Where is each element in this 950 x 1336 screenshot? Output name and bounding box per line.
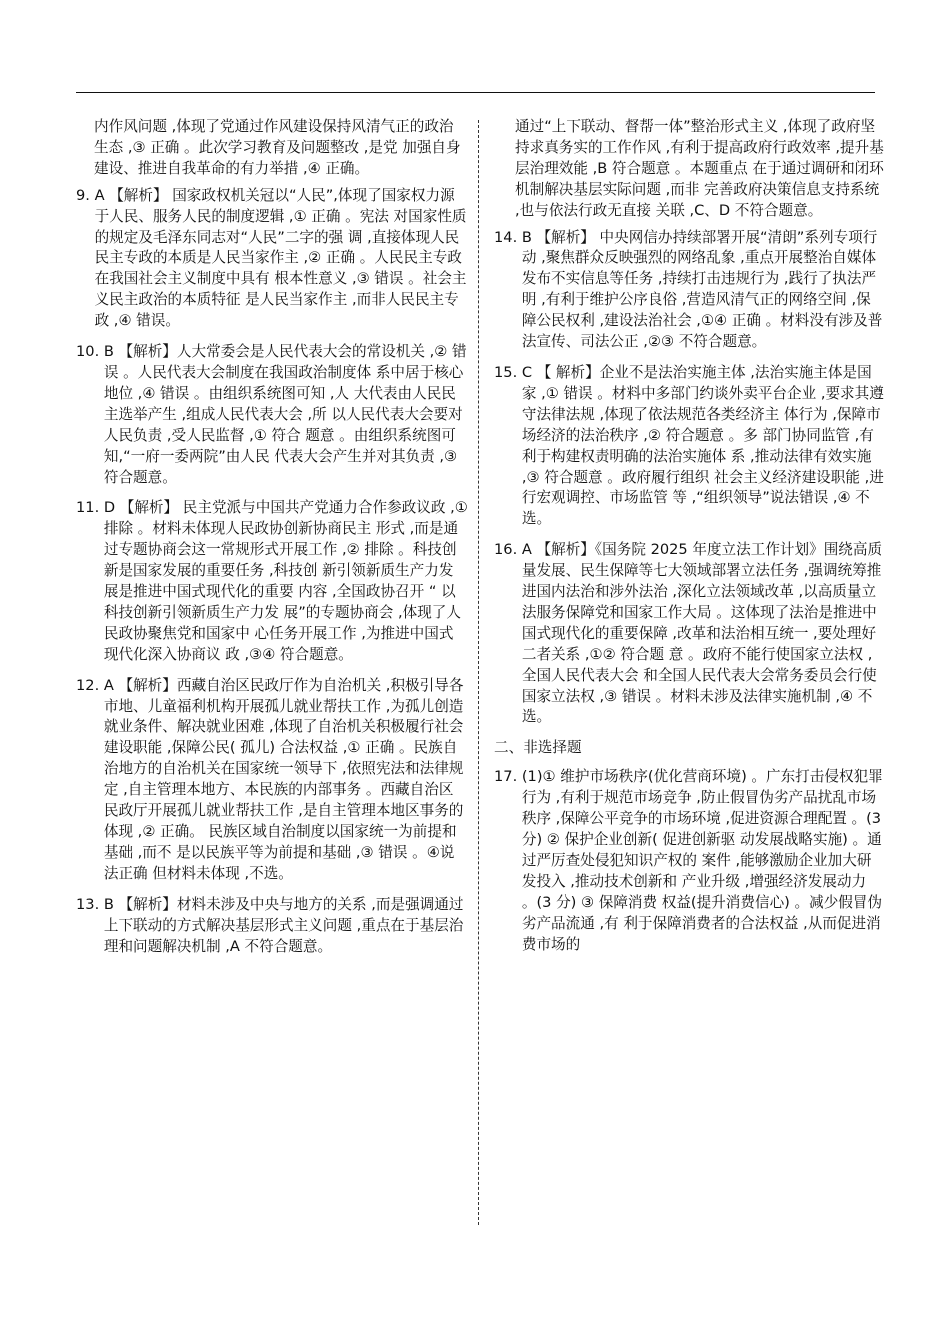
item-text: B 【解析】人大常委会是人民代表大会的常设机关 ,② 错误 。人民代表大会制度在我国政治制度体 系中居于核心地位 ,④ 错误 。由组织系统图可知 ,人 大代表由人民民主选举产生 ,组成人民代表大会 ,所 以人民代表大会要对人民负责 ,受人民监督 ,① 符合 题意 。由组织系统图可知,“一府一委两院”由人民 代表大会产生并对其负责 ,③ 符合题意。 — [103, 343, 467, 486]
item-text: B 【解析】 中央网信办持续部署开展“清朗”系列专项行动 ,聚焦群众反映强烈的网络乱象 ,重点开展整治自媒体发布不实信息等任务 ,持续打击违规行为 ,践行了执法严明 ,有利于维护公序良俗 ,营造风清气正的网络空间 ,保障公民权利 ,建设法治社会 ,①④ 正确 。材料没有涉及普法宣传、司法公正 ,②③ 不符合题意。 — [521, 228, 883, 351]
header-rule — [76, 92, 875, 93]
answer-item-9 — [76, 186, 468, 332]
right-intro: 通过“上下联动、督帮一体”整治形式主义 ,体现了政府坚持求真务实的工作作风 ,有利于提高政府行政效率 ,提升基层治理效能 ,B 符合题意 。本题重点 在于通过调研和闭环机制解决基层实际问题 ,而非 完善政府决策信息支持系统 ,也与依法行政无直接 关联 ,C、D 不符合题意。 — [515, 118, 884, 219]
item-number: 9. — [76, 186, 95, 204]
item-number: 12. — [76, 676, 104, 694]
answer-item-10 — [76, 342, 468, 488]
item-text: (1)① 维护市场秩序(优化营商环境) 。广东打击侵权犯罪行为 ,有利于规范市场竞争 ,防止假冒伪劣产品扰乱市场秩序 ,保障公平竞争的市场环境 ,促进资源合理配置 。(3 分) ② 保护企业创新( 促进创新驱 动发展战略实施) 。通过严厉查处侵犯知识产权的 案件 ,能够激励企业加大研发投入 ,推动技术创新和 产业升级 ,增强经济发展动力 。(3 分) ③ 保障消费 权益(提升消费信心) 。减少假冒伪劣产品流通 ,有 利于保障消费者的合法权益 ,从而促进消费市场的 — [521, 768, 883, 953]
answer-item-17 — [494, 767, 884, 955]
item-number: 10. — [76, 343, 104, 361]
item-number: 13. — [76, 895, 104, 913]
item-number: 14. — [494, 228, 522, 246]
item-number: 16. — [494, 541, 522, 559]
left-column — [76, 117, 468, 967]
item-text: A 【解析】 国家政权机关冠以“人民”,体现了国家权力源于人民、服务人民的制度逻辑 ,① 正确 。宪法 对国家性质的规定及毛泽东同志对“人民”二字的强 调 ,直接体现人民民主专政的本质是人民当家作主 ,② 正确 。人民民主专政在我国社会主义制度中具有 根本性意义 ,③ 错误 。社会主义民主政治的本质特征 是人民当家作主 ,而非人民民主专政 ,④ 错误。 — [94, 186, 467, 330]
item-number: 17. — [494, 768, 522, 786]
answer-item-16 — [494, 540, 884, 728]
left-intro: 内作风问题 ,体现了党通过作风建设保持风清气正的政治生态 ,③ 正确 。此次学习教育及问题整改 ,是党 加强自身建设、推进自我革命的有力举措 ,④ 正确。 — [94, 118, 461, 177]
item-text: A 【解析】《国务院 2025 年度立法工作计划》围绕高质量发展、民生保障等七大领域部署立法任务 ,强调统筹推进国内法治和涉外法治 ,深化立法领域改革 ,以高质量立法服务保障党和国家工作大局 。这体现了法治是推进中国式现代化的重要保障 ,改革和法治相互统一 ,要处理好二者关系 ,①② 符合题 意 。政府不能行使国家立法权 ,全国人民代表大会 和全国人民代表大会常务委员会行使国家立法权 ,③ 错误 。材料未涉及法律实施机制 ,④ 不选。 — [521, 541, 883, 726]
item-number: 11. — [76, 499, 104, 517]
answer-item-15 — [494, 363, 884, 530]
item-number: 15. — [494, 363, 522, 381]
answer-item-14 — [494, 228, 884, 353]
item-text: D 【解析】 民主党派与中国共产党通力合作参政议政 ,① 排除 。材料未体现人民政协创新协商民主 形式 ,而是通过专题协商会这一常规形式开展工作 ,② 排除 。科技创新是国家发展的重要任务 ,科技创 新引领新质生产力发展是推进中国式现代化的重要 内容 ,全国政协召开 “ 以科技创新引领新质生产力发 展”的专题协商会 ,体现了人民政协聚焦党和国家中 心任务开展工作 ,为推进中国式现代化深入协商议 政 ,③④ 符合题意。 — [103, 499, 468, 663]
answer-item-12 — [76, 676, 468, 885]
answer-item-13 — [76, 895, 468, 958]
item-text: B 【解析】材料未涉及中央与地方的关系 ,而是强调通过上下联动的方式解决基层形式主义问题 ,重点在于基层治理和问题解决机制 ,A 不符合题意。 — [103, 895, 464, 955]
right-column — [494, 117, 884, 965]
column-divider — [478, 120, 479, 1225]
item-text: A 【解析】西藏自治区民政厅作为自治机关 ,积极引导各市地、儿童福利机构开展孤儿就业帮扶工作 ,为孤儿创造就业条件、解决就业困难 ,体现了自治机关积极履行社会建设职能 ,保障公民( 孤儿) 合法权益 ,① 正确 。民族自治地方的自治机关在国家统一领导下 ,依照宪法和法律规定 ,自主管理本地方、本民族的内部事务 。西藏自治区民政厅开展孤儿就业帮扶工作 ,是自主管理本地区事务的体现 ,② 正确。 民族区域自治制度以国家统一为前提和基础 ,而不 是以民族平等为前提和基础 ,③ 错误 。④说法正确 但材料未体现 ,不选。 — [103, 676, 464, 882]
answer-item-11 — [76, 498, 468, 665]
item-text: C 【 解析】企业不是法治实施主体 ,法治实施主体是国家 ,① 错误 。材料中多部门约谈外卖平台企业 ,要求其遵守法律法规 ,体现了依法规范各类经济主 体行为 ,保障市场经济的法治秩序 ,② 符合题意 。多 部门协同监管 ,有利于构建权责明确的法治实施体 系 ,推动法律有效实施 ,③ 符合题意 。政府履行组织 社会主义经济建设职能 ,进行宏观调控、市场监管 等 ,“组织领导”说法错误 ,④ 不选。 — [521, 363, 884, 528]
section-title: 二、非选择题 — [494, 739, 582, 757]
